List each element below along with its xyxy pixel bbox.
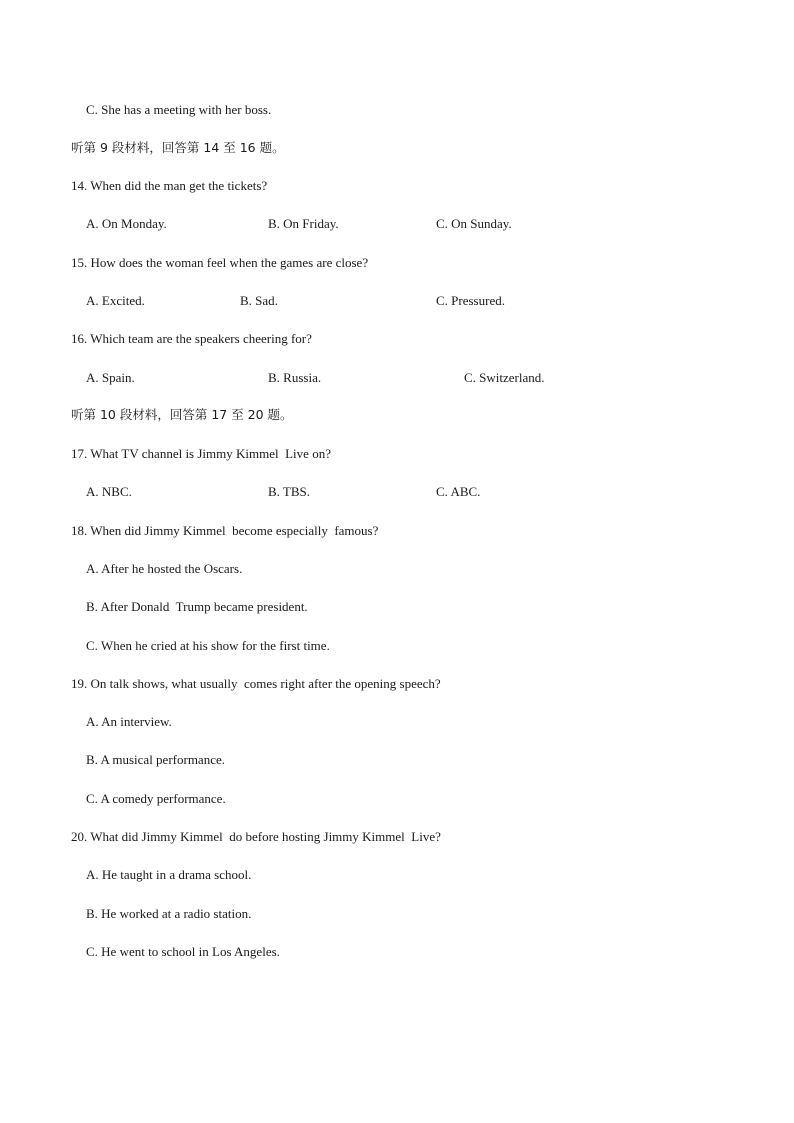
option-16b: B. Russia.: [268, 370, 322, 385]
option-14c: C. On Sunday.: [436, 216, 512, 231]
section-10-heading: 听第 10 段材料，回答第 17 至 20 题。: [71, 407, 293, 422]
option-15b: B. Sad.: [240, 293, 278, 308]
option-14a: A. On Monday.: [86, 216, 167, 231]
question-17: 17. What TV channel is Jimmy Kimmel Live on?: [71, 446, 331, 461]
question-15: 15. How does the woman feel when the games are close?: [71, 255, 369, 270]
option-17b: B. TBS.: [268, 484, 311, 499]
option-18b: B. After Donald Trump became president.: [86, 599, 308, 614]
option-20b: B. He worked at a radio station.: [86, 906, 252, 921]
option-14b: B. On Friday.: [268, 216, 339, 231]
option-18c: C. When he cried at his show for the first time.: [86, 638, 330, 653]
option-20a: A. He taught in a drama school.: [86, 867, 252, 882]
question-18: 18. When did Jimmy Kimmel become especially famous?: [71, 523, 379, 538]
option-19b: B. A musical performance.: [86, 752, 225, 767]
option-20c: C. He went to school in Los Angeles.: [86, 944, 280, 959]
option-13c: C. She has a meeting with her boss.: [86, 102, 272, 117]
option-17a: A. NBC.: [86, 484, 132, 499]
option-18a: A. After he hosted the Oscars.: [86, 561, 243, 576]
question-20: 20. What did Jimmy Kimmel do before hosting Jimmy Kimmel Live?: [71, 829, 441, 844]
option-16c: C. Switzerland.: [464, 370, 545, 385]
option-15a: A. Excited.: [86, 293, 145, 308]
question-19: 19. On talk shows, what usually comes right after the opening speech?: [71, 676, 441, 691]
option-19c: C. A comedy performance.: [86, 791, 226, 806]
section-9-heading: 听第 9 段材料，回答第 14 至 16 题。: [71, 140, 285, 155]
question-14: 14. When did the man get the tickets?: [71, 178, 268, 193]
option-17c: C. ABC.: [436, 484, 481, 499]
option-15c: C. Pressured.: [436, 293, 505, 308]
option-19a: A. An interview.: [86, 714, 172, 729]
option-16a: A. Spain.: [86, 370, 135, 385]
question-16: 16. Which team are the speakers cheering for?: [71, 331, 312, 346]
